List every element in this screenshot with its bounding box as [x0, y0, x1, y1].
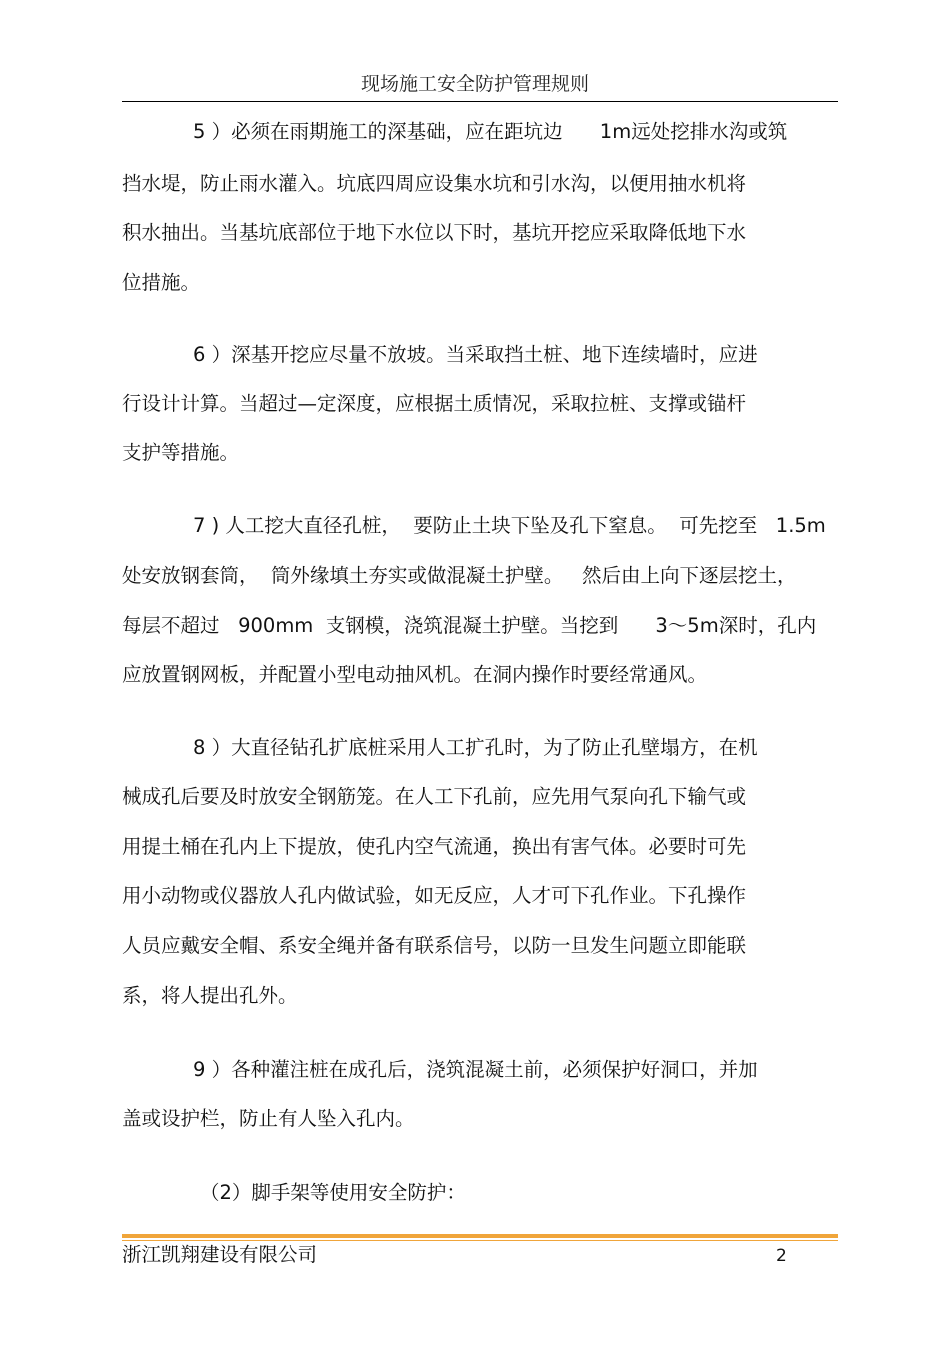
company-name: 浙江凯翔建设有限公司	[122, 1243, 318, 1266]
text-line: 械成孔后要及时放安全钢筋笼。在人工下孔前，应先用气泵向孔下输气或	[122, 785, 747, 808]
text-line: 人员应戴安全帽、系安全绳并备有联系信号，以防一旦发生问题立即能联	[122, 934, 747, 957]
header-divider	[122, 101, 838, 102]
document-title: 现场施工安全防护管理规则	[360, 73, 589, 95]
text-line: 应放置钢网板，并配置小型电动抽风机。在洞内操作时要经常通风。	[122, 663, 708, 686]
text-line: 6 ）深基开挖应尽量不放坡。当采取挡土桩、地下连续墙时，应进	[193, 343, 758, 366]
page-number: 2	[776, 1246, 787, 1266]
text-line: 处安放钢套筒， 筒外缘填土夯实或做混凝土护壁。 然后由上向下逐层挖土，	[122, 564, 797, 587]
text-line: 9 ）各种灌注桩在成孔后，浇筑混凝土前，必须保护好洞口，并加	[193, 1058, 758, 1081]
text-line: 盖或设护栏，防止有人坠入孔内。	[122, 1107, 415, 1130]
text-line: 用小动物或仪器放人孔内做试验，如无反应，人才可下孔作业。下孔操作	[122, 884, 747, 907]
text-line: 5 ）必须在雨期施工的深基础，应在距坑边 1m远处挖排水沟或筑	[193, 120, 788, 143]
text-line: 积水抽出。当基坑底部位于地下水位以下时，基坑开挖应采取降低地下水	[122, 221, 747, 244]
text-line: 每层不超过 900mm 支钢模，浇筑混凝土护壁。当挖到 3～5m深时，孔内	[122, 614, 817, 637]
text-line: 7 ) 人工挖大直径孔桩， 要防止土块下坠及孔下窒息。 可先挖至 1.5m	[193, 514, 826, 537]
text-line: 挡水堤，防止雨水灌入。坑底四周应设集水坑和引水沟，以便用抽水机将	[122, 172, 747, 195]
text-line: 用提土桶在孔内上下提放，使孔内空气流通，换出有害气体。必要时可先	[122, 835, 747, 858]
text-line: 系，将人提出孔外。	[122, 984, 298, 1007]
section-heading: （2）脚手架等使用安全防护：	[200, 1181, 466, 1204]
text-line: 支护等措施。	[122, 441, 240, 464]
text-line: 8 ）大直径钻孔扩底桩采用人工扩孔时，为了防止孔壁塌方，在机	[193, 736, 758, 759]
footer-divider-thick	[122, 1234, 838, 1238]
text-line: 位措施。	[122, 271, 201, 294]
text-line: 行设计计算。当超过—定深度，应根据土质情况，采取拉桩、支撑或锚杆	[122, 392, 747, 415]
footer-divider-thin	[122, 1240, 838, 1241]
